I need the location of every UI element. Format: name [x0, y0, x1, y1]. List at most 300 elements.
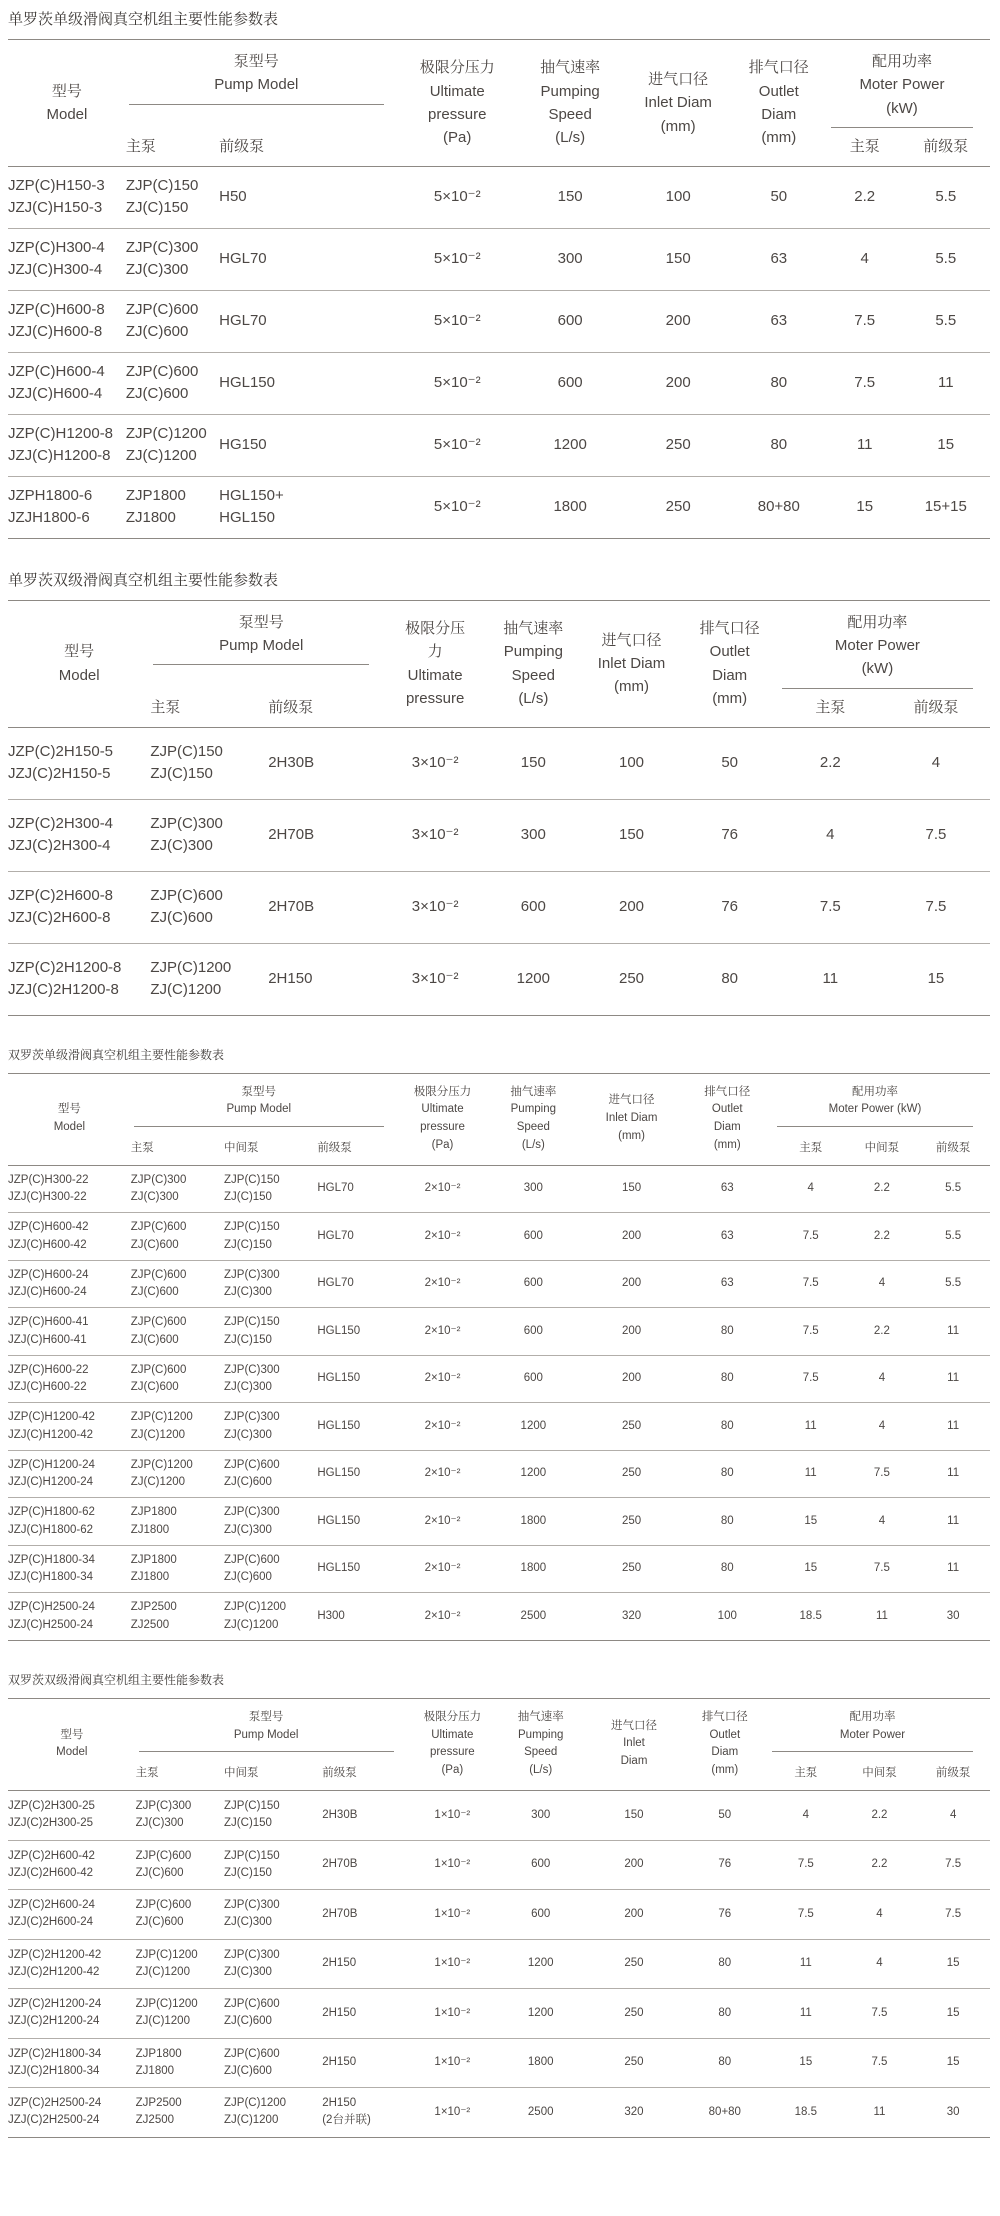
cell-mid-pump: ZJP(C)600 ZJ(C)600 — [224, 2047, 280, 2077]
cell-main-pump: ZJP(C)150 ZJ(C)150 — [125, 176, 199, 217]
cell-pumping-speed: 1200 — [527, 1957, 554, 1970]
cell-fore-pump: HG150 — [219, 436, 267, 453]
cell-power-fore: 30 — [946, 2105, 960, 2118]
cell-mid-pump: ZJP(C)150 ZJ(C)150 — [224, 1800, 280, 1830]
cell-main-pump: ZJP(C)300 ZJ(C)300 — [125, 238, 199, 279]
cell-power-main: 15 — [856, 498, 874, 515]
cell-main-pump: ZJP1800 ZJ1800 — [130, 1553, 177, 1583]
cell-fore-pump: 2H150 — [322, 2056, 357, 2069]
table-row — [8, 943, 990, 1015]
cell-power-main: 15 — [804, 1562, 818, 1575]
cell-model: JZPH1800-6 JZJH1800-6 — [8, 486, 93, 527]
cell-pumping-speed: 600 — [557, 312, 583, 329]
cell-model: JZP(C)2H2500-24 JZJ(C)2H2500-24 — [8, 2097, 102, 2127]
cell-power-main: 11 — [799, 2006, 812, 2019]
cell-power-main: 7.5 — [854, 374, 876, 391]
cell-power-fore: 5.5 — [945, 1229, 962, 1242]
table-row — [8, 1260, 990, 1308]
cell-mid-pump: ZJP(C)300 ZJ(C)300 — [224, 1363, 280, 1393]
cell-model: JZP(C)H1200-42 JZJ(C)H1200-42 — [8, 1411, 95, 1441]
cell-mid-pump: ZJP(C)300 ZJ(C)300 — [224, 1506, 280, 1536]
header-pumping-speed: 抽气速率 Pumping Speed (L/s) — [540, 59, 601, 147]
header-sub-pump-2: 前级泵 — [322, 1767, 357, 1779]
cell-main-pump: ZJP(C)600 ZJ(C)600 — [135, 1849, 192, 1879]
header-sub-pump-1: 中间泵 — [224, 1141, 259, 1154]
cell-main-pump: ZJP(C)1200 ZJ(C)1200 — [135, 1998, 198, 2028]
cell-outlet-diam: 76 — [721, 897, 739, 915]
cell-fore-pump: HGL150 — [317, 1419, 361, 1432]
cell-mid-pump: ZJP(C)300 ZJ(C)300 — [224, 1411, 280, 1441]
cell-pumping-speed: 1800 — [553, 498, 587, 515]
header-pump-model-group: 泵型号 Pump Model — [150, 600, 386, 689]
cell-power-fore: 11 — [937, 374, 954, 391]
cell-pumping-speed: 150 — [520, 753, 546, 771]
cell-outlet-diam: 80 — [770, 436, 788, 453]
cell-power-fore: 15 — [937, 436, 955, 453]
cell-inlet-diam: 250 — [618, 969, 645, 987]
cell-ultimate-pressure: 5×10⁻² — [433, 374, 481, 391]
cell-model: JZP(C)2H300-4 JZJ(C)2H300-4 — [8, 814, 114, 854]
table-title: 双罗茨单级滑阀真空机组主要性能参数表 — [8, 1047, 225, 1062]
cell-ultimate-pressure: 1×10⁻² — [434, 1957, 471, 1970]
table-section-double-roots-double-stage — [8, 1671, 990, 2138]
cell-power-mid: 7.5 — [871, 2006, 888, 2019]
cell-power-fore: 11 — [947, 1419, 960, 1432]
cell-power-mid: 4 — [878, 1372, 886, 1385]
cell-model: JZP(C)2H300-25 JZJ(C)2H300-25 — [8, 1800, 95, 1830]
cell-pumping-speed: 600 — [557, 374, 583, 391]
cell-outlet-diam: 63 — [720, 1229, 734, 1242]
header-sub-power-2: 前级泵 — [935, 1767, 971, 1779]
header-model: 型号 Model — [53, 1103, 86, 1134]
table-mount — [8, 39, 990, 539]
cell-power-mid: 11 — [873, 2105, 886, 2118]
cell-pumping-speed: 1800 — [520, 1514, 547, 1527]
cell-power-fore: 11 — [947, 1562, 960, 1575]
header-inlet-diam: 进气口径 Inlet Diam (mm) — [597, 631, 666, 696]
cell-mid-pump: ZJP(C)600 ZJ(C)600 — [224, 1458, 280, 1488]
cell-main-pump: ZJP1800 ZJ1800 — [130, 1506, 177, 1536]
header-sub-pump-0: 主泵 — [135, 1767, 159, 1779]
header-motor-power-group: 配用功率 Moter Power (kW) — [828, 40, 990, 129]
cell-ultimate-pressure: 3×10⁻² — [411, 825, 459, 843]
header-sub-power-0: 主泵 — [815, 698, 846, 716]
cell-inlet-diam: 200 — [665, 312, 691, 329]
cell-mid-pump: ZJP(C)150 ZJ(C)150 — [224, 1173, 280, 1203]
cell-fore-pump: HGL150 — [219, 374, 275, 391]
cell-power-fore: 15 — [946, 2056, 960, 2069]
cell-power-fore: 4 — [949, 1808, 957, 1821]
cell-outlet-diam: 80 — [720, 1372, 734, 1385]
cell-main-pump: ZJP(C)600 ZJ(C)600 — [130, 1316, 187, 1346]
cell-power-fore: 7.5 — [925, 897, 947, 915]
header-sub-pump-1: 中间泵 — [224, 1767, 259, 1779]
cell-inlet-diam: 150 — [665, 250, 691, 267]
cell-power-main: 18.5 — [794, 2105, 818, 2118]
header-sub-pump-2: 前级泵 — [317, 1141, 352, 1154]
header-pump-model-group: 泵型号 Pump Model — [131, 1073, 401, 1131]
cell-outlet-diam: 80 — [720, 1514, 734, 1527]
header-outlet-diam: 排气口径 Outlet Diam (mm) — [699, 620, 760, 707]
cell-power-fore: 15 — [946, 1957, 960, 1970]
cell-pumping-speed: 600 — [531, 1907, 551, 1920]
table-row — [8, 1450, 990, 1498]
cell-model: JZP(C)2H1200-24 JZJ(C)2H1200-24 — [8, 1998, 102, 2028]
table-row — [8, 1545, 990, 1593]
table-title: 单罗茨双级滑阀真空机组主要性能参数表 — [8, 571, 279, 589]
cell-inlet-diam: 250 — [621, 1514, 642, 1527]
cell-mid-pump: ZJP(C)600 ZJ(C)600 — [224, 1998, 280, 2028]
header-row-groups — [8, 1698, 990, 1756]
cell-inlet-diam: 250 — [621, 1467, 642, 1480]
cell-inlet-diam: 250 — [624, 1957, 644, 1970]
header-ultimate-pressure: 极限分压 力 Ultimate pressure — [405, 620, 466, 707]
header-sub-power-1: 前级泵 — [913, 698, 959, 716]
header-model: 型号 Model — [46, 82, 88, 123]
header-sub-pump-1: 前级泵 — [268, 698, 314, 716]
table-title: 双罗茨双级滑阀真空机组主要性能参数表 — [8, 1672, 225, 1687]
cell-ultimate-pressure: 2×10⁻² — [424, 1182, 461, 1195]
header-inlet-diam: 进气口径 Inlet Diam (mm) — [605, 1094, 658, 1143]
cell-ultimate-pressure: 1×10⁻² — [434, 1907, 471, 1920]
header-sub-power-1: 中间泵 — [862, 1767, 897, 1779]
cell-fore-pump: HGL70 — [317, 1229, 354, 1242]
spec-table — [8, 1073, 990, 1641]
header-sub-pump-0: 主泵 — [130, 1141, 154, 1154]
cell-mid-pump: ZJP(C)150 ZJ(C)150 — [224, 1221, 280, 1251]
cell-inlet-diam: 200 — [624, 1907, 644, 1920]
table-row — [8, 2038, 990, 2088]
header-motor-power-group: 配用功率 Moter Power — [769, 1698, 990, 1756]
cell-pumping-speed: 2500 — [520, 1609, 547, 1622]
header-pumping-speed: 抽气速率 Pumping Speed (L/s) — [510, 1085, 557, 1151]
table-row — [8, 352, 990, 414]
spec-table — [8, 1698, 990, 2138]
cell-outlet-diam: 76 — [718, 1858, 732, 1871]
table-row — [8, 1308, 990, 1356]
cell-power-main: 4 — [860, 250, 869, 267]
cell-power-mid: 4 — [876, 1957, 883, 1970]
cell-power-fore: 5.5 — [935, 188, 957, 205]
header-sub-power-1: 中间泵 — [864, 1141, 900, 1154]
header-motor-power-group: 配用功率 Moter Power (kW) — [774, 1073, 990, 1131]
cell-power-main: 11 — [804, 1467, 817, 1480]
cell-model: JZP(C)2H1200-42 JZJ(C)2H1200-42 — [8, 1948, 102, 1978]
cell-main-pump: ZJP(C)600 ZJ(C)600 — [130, 1221, 187, 1251]
cell-power-main: 11 — [822, 969, 839, 987]
header-inlet-diam: 进气口径 Inlet Diam (mm) — [644, 71, 712, 135]
header-outlet-diam: 排气口径 Outlet Diam (mm) — [701, 1710, 748, 1777]
table-row — [8, 1355, 990, 1403]
cell-pumping-speed: 150 — [557, 188, 583, 205]
header-pumping-speed: 抽气速率 Pumping Speed (L/s) — [503, 620, 564, 707]
cell-ultimate-pressure: 1×10⁻² — [434, 1858, 471, 1871]
cell-fore-pump: 2H30B — [268, 753, 315, 771]
cell-pumping-speed: 1800 — [520, 1562, 547, 1575]
table-row — [8, 166, 990, 228]
cell-pumping-speed: 1200 — [527, 2006, 554, 2019]
cell-power-mid: 7.5 — [871, 2056, 888, 2069]
cell-pumping-speed: 300 — [523, 1182, 543, 1195]
cell-power-main: 7.5 — [797, 1858, 814, 1871]
header-ultimate-pressure: 极限分压力 Ultimate pressure (Pa) — [419, 59, 495, 147]
cell-ultimate-pressure: 3×10⁻² — [411, 897, 459, 915]
cell-outlet-diam: 50 — [718, 1808, 732, 1821]
cell-inlet-diam: 200 — [621, 1229, 642, 1242]
cell-mid-pump: ZJP(C)600 ZJ(C)600 — [224, 1553, 280, 1583]
cell-outlet-diam: 80 — [720, 1467, 734, 1480]
cell-power-fore: 30 — [946, 1609, 960, 1622]
cell-power-fore: 11 — [947, 1467, 960, 1480]
cell-power-main: 15 — [799, 2056, 813, 2069]
cell-inlet-diam: 320 — [621, 1609, 642, 1622]
cell-power-main: 7.5 — [802, 1229, 819, 1242]
table-row — [8, 2088, 990, 2138]
cell-model: JZP(C)H1200-8 JZJ(C)H1200-8 — [8, 424, 114, 465]
cell-mid-pump: ZJP(C)300 ZJ(C)300 — [224, 1899, 280, 1929]
cell-model: JZP(C)2H600-8 JZJ(C)2H600-8 — [8, 886, 114, 926]
cell-main-pump: ZJP(C)1200 ZJ(C)1200 — [150, 958, 232, 998]
cell-power-main: 11 — [804, 1419, 817, 1432]
header-inlet-diam: 进气口径 Inlet Diam — [610, 1719, 657, 1768]
cell-fore-pump: 2H70B — [268, 825, 315, 843]
header-model: 型号 Model — [56, 1728, 88, 1759]
header-row-groups — [8, 600, 990, 689]
cell-power-fore: 11 — [947, 1514, 960, 1527]
cell-inlet-diam: 150 — [618, 825, 645, 843]
cell-model: JZP(C)2H1800-34 JZJ(C)2H1800-34 — [8, 2047, 102, 2077]
table-row — [8, 1498, 990, 1546]
cell-main-pump: ZJP1800 ZJ1800 — [125, 486, 186, 527]
cell-outlet-diam: 63 — [770, 312, 788, 329]
cell-power-main: 11 — [799, 1957, 812, 1970]
cell-ultimate-pressure: 3×10⁻² — [411, 969, 459, 987]
cell-power-fore: 5.5 — [945, 1277, 962, 1290]
cell-inlet-diam: 150 — [621, 1182, 642, 1195]
cell-power-main: 15 — [804, 1514, 818, 1527]
table-row — [8, 1939, 990, 1989]
cell-main-pump: ZJP(C)1200 ZJ(C)1200 — [130, 1458, 193, 1488]
cell-inlet-diam: 250 — [665, 436, 691, 453]
cell-power-mid: 2.2 — [873, 1324, 890, 1337]
cell-model: JZP(C)H2500-24 JZJ(C)H2500-24 — [8, 1601, 95, 1631]
cell-ultimate-pressure: 5×10⁻² — [433, 498, 481, 515]
cell-fore-pump: HGL150 — [317, 1467, 361, 1480]
cell-ultimate-pressure: 1×10⁻² — [434, 2056, 471, 2069]
cell-fore-pump: HGL150+ HGL150 — [219, 486, 284, 527]
cell-ultimate-pressure: 2×10⁻² — [424, 1277, 461, 1290]
cell-inlet-diam: 200 — [624, 1858, 644, 1871]
cell-fore-pump: HGL150 — [317, 1372, 361, 1385]
cell-ultimate-pressure: 2×10⁻² — [424, 1324, 461, 1337]
header-sub-power-0: 主泵 — [799, 1141, 823, 1154]
table-row — [8, 1840, 990, 1890]
cell-power-main: 7.5 — [802, 1372, 819, 1385]
table-row — [8, 1213, 990, 1261]
cell-pumping-speed: 1200 — [520, 1419, 547, 1432]
table-section-single-roots-single-stage — [8, 8, 990, 539]
cell-pumping-speed: 600 — [523, 1324, 543, 1337]
table-row — [8, 1593, 990, 1641]
cell-ultimate-pressure: 5×10⁻² — [433, 312, 481, 329]
header-sub-pump-1: 前级泵 — [219, 137, 265, 155]
cell-outlet-diam: 80 — [720, 1324, 734, 1337]
cell-pumping-speed: 600 — [523, 1372, 543, 1385]
cell-power-fore: 15 — [946, 2006, 960, 2019]
cell-power-main: 18.5 — [799, 1609, 822, 1622]
cell-mid-pump: ZJP(C)300 ZJ(C)300 — [224, 1268, 280, 1298]
spec-table — [8, 600, 990, 1016]
table-title: 单罗茨单级滑阀真空机组主要性能参数表 — [8, 11, 279, 28]
cell-main-pump: ZJP(C)600 ZJ(C)600 — [130, 1363, 187, 1393]
cell-ultimate-pressure: 5×10⁻² — [433, 436, 481, 453]
cell-main-pump: ZJP(C)300 ZJ(C)300 — [135, 1800, 192, 1830]
table-mount — [8, 1698, 990, 2138]
cell-outlet-diam: 63 — [720, 1277, 734, 1290]
cell-model: JZP(C)H300-22 JZJ(C)H300-22 — [8, 1173, 89, 1203]
cell-power-fore: 5.5 — [935, 312, 957, 329]
cell-main-pump: ZJP(C)600 ZJ(C)600 — [125, 300, 199, 341]
cell-fore-pump: HGL70 — [219, 312, 267, 329]
table-row — [8, 727, 990, 799]
cell-outlet-diam: 50 — [721, 753, 739, 771]
cell-main-pump: ZJP(C)300 ZJ(C)300 — [150, 814, 223, 854]
cell-power-mid: 7.5 — [873, 1467, 890, 1480]
cell-inlet-diam: 100 — [665, 188, 691, 205]
cell-main-pump: ZJP(C)1200 ZJ(C)1200 — [135, 1948, 198, 1978]
cell-main-pump: ZJP2500 ZJ2500 — [130, 1601, 177, 1631]
cell-outlet-diam: 80 — [720, 1562, 734, 1575]
cell-main-pump: ZJP(C)300 ZJ(C)300 — [130, 1173, 187, 1203]
table-row — [8, 1890, 990, 1940]
cell-pumping-speed: 300 — [520, 825, 546, 843]
cell-fore-pump: H50 — [219, 188, 247, 205]
cell-main-pump: ZJP(C)600 ZJ(C)600 — [125, 362, 199, 403]
cell-ultimate-pressure: 2×10⁻² — [424, 1562, 461, 1575]
header-motor-power-group: 配用功率 Moter Power (kW) — [779, 600, 990, 689]
cell-main-pump: ZJP(C)600 ZJ(C)600 — [130, 1268, 187, 1298]
cell-model: JZP(C)H600-4 JZJ(C)H600-4 — [8, 362, 105, 403]
cell-mid-pump: ZJP(C)300 ZJ(C)300 — [224, 1948, 280, 1978]
header-outlet-diam: 排气口径 Outlet Diam (mm) — [748, 59, 809, 147]
table-row — [8, 799, 990, 871]
cell-outlet-diam: 63 — [770, 250, 788, 267]
cell-pumping-speed: 1800 — [527, 2056, 554, 2069]
cell-pumping-speed: 1200 — [553, 436, 587, 453]
cell-power-main: 4 — [807, 1182, 814, 1195]
table-row — [8, 228, 990, 290]
cell-inlet-diam: 200 — [621, 1372, 642, 1385]
table-row — [8, 290, 990, 352]
cell-power-main: 7.5 — [802, 1324, 819, 1337]
cell-pumping-speed: 1200 — [520, 1467, 547, 1480]
cell-fore-pump: HGL150 — [317, 1514, 361, 1527]
cell-ultimate-pressure: 1×10⁻² — [434, 2006, 471, 2019]
cell-inlet-diam: 250 — [624, 2006, 644, 2019]
cell-model: JZP(C)H600-8 JZJ(C)H600-8 — [8, 300, 105, 341]
cell-outlet-diam: 80 — [721, 969, 739, 987]
cell-outlet-diam: 80 — [720, 1419, 734, 1432]
cell-outlet-diam: 80 — [718, 2056, 732, 2069]
cell-ultimate-pressure: 2×10⁻² — [424, 1229, 461, 1242]
table-row — [8, 1989, 990, 2039]
cell-fore-pump: HGL70 — [317, 1182, 354, 1195]
cell-ultimate-pressure: 2×10⁻² — [424, 1609, 461, 1622]
table-row — [8, 1165, 990, 1213]
cell-ultimate-pressure: 2×10⁻² — [424, 1372, 461, 1385]
cell-outlet-diam: 80 — [718, 2006, 732, 2019]
cell-fore-pump: HGL150 — [317, 1324, 361, 1337]
cell-pumping-speed: 600 — [520, 897, 546, 915]
header-model: 型号 Model — [58, 643, 100, 684]
cell-pumping-speed: 600 — [523, 1229, 543, 1242]
cell-power-fore: 11 — [947, 1372, 960, 1385]
cell-power-fore: 11 — [947, 1324, 960, 1337]
cell-pumping-speed: 1200 — [516, 969, 550, 987]
cell-power-main: 2.2 — [819, 753, 841, 771]
table-section-double-roots-single-stage — [8, 1046, 990, 1641]
cell-main-pump: ZJP(C)150 ZJ(C)150 — [150, 742, 223, 782]
cell-main-pump: ZJP(C)600 ZJ(C)600 — [135, 1899, 192, 1929]
cell-mid-pump: ZJP(C)150 ZJ(C)150 — [224, 1849, 280, 1879]
cell-inlet-diam: 250 — [621, 1419, 642, 1432]
cell-power-mid: 2.2 — [871, 1808, 888, 1821]
cell-ultimate-pressure: 1×10⁻² — [434, 1808, 471, 1821]
cell-model: JZP(C)H1800-62 JZJ(C)H1800-62 — [8, 1506, 95, 1536]
cell-outlet-diam: 63 — [720, 1182, 734, 1195]
cell-outlet-diam: 80+80 — [708, 2105, 741, 2118]
cell-pumping-speed: 600 — [523, 1277, 543, 1290]
cell-inlet-diam: 200 — [621, 1324, 642, 1337]
cell-power-main: 7.5 — [819, 897, 841, 915]
cell-power-fore: 7.5 — [925, 825, 947, 843]
table-section-single-roots-double-stage — [8, 569, 990, 1016]
cell-outlet-diam: 80 — [718, 1957, 732, 1970]
cell-power-fore: 7.5 — [945, 1907, 962, 1920]
cell-mid-pump: ZJP(C)150 ZJ(C)150 — [224, 1316, 280, 1346]
cell-mid-pump: ZJP(C)1200 ZJ(C)1200 — [224, 1601, 287, 1631]
cell-power-main: 7.5 — [802, 1277, 819, 1290]
cell-fore-pump: 2H150 — [268, 969, 313, 987]
cell-mid-pump: ZJP(C)1200 ZJ(C)1200 — [224, 2097, 287, 2127]
cell-ultimate-pressure: 1×10⁻² — [434, 2105, 471, 2118]
cell-model: JZP(C)H1800-34 JZJ(C)H1800-34 — [8, 1553, 95, 1583]
cell-outlet-diam: 80 — [770, 374, 788, 391]
table-mount — [8, 600, 990, 1016]
cell-power-fore: 4 — [931, 753, 941, 771]
cell-fore-pump: 2H70B — [268, 897, 315, 915]
header-sub-power-1: 前级泵 — [923, 137, 969, 155]
cell-power-mid: 7.5 — [873, 1562, 890, 1575]
cell-power-fore: 5.5 — [935, 250, 957, 267]
cell-inlet-diam: 250 — [665, 498, 691, 515]
cell-fore-pump: 2H30B — [322, 1808, 358, 1821]
cell-model: JZP(C)2H1200-8 JZJ(C)2H1200-8 — [8, 958, 122, 998]
table-row — [8, 1791, 990, 1841]
cell-pumping-speed: 2500 — [527, 2105, 554, 2118]
cell-power-fore: 15+15 — [924, 498, 967, 515]
cell-power-main: 7.5 — [797, 1907, 814, 1920]
cell-pumping-speed: 600 — [531, 1858, 551, 1871]
cell-power-mid: 2.2 — [871, 1858, 888, 1871]
cell-main-pump: ZJP(C)1200 ZJ(C)1200 — [130, 1411, 193, 1441]
cell-ultimate-pressure: 5×10⁻² — [433, 188, 481, 205]
cell-inlet-diam: 250 — [624, 2056, 644, 2069]
cell-power-main: 11 — [856, 436, 873, 453]
cell-outlet-diam: 76 — [718, 1907, 732, 1920]
cell-inlet-diam: 200 — [665, 374, 691, 391]
cell-ultimate-pressure: 2×10⁻² — [424, 1467, 461, 1480]
